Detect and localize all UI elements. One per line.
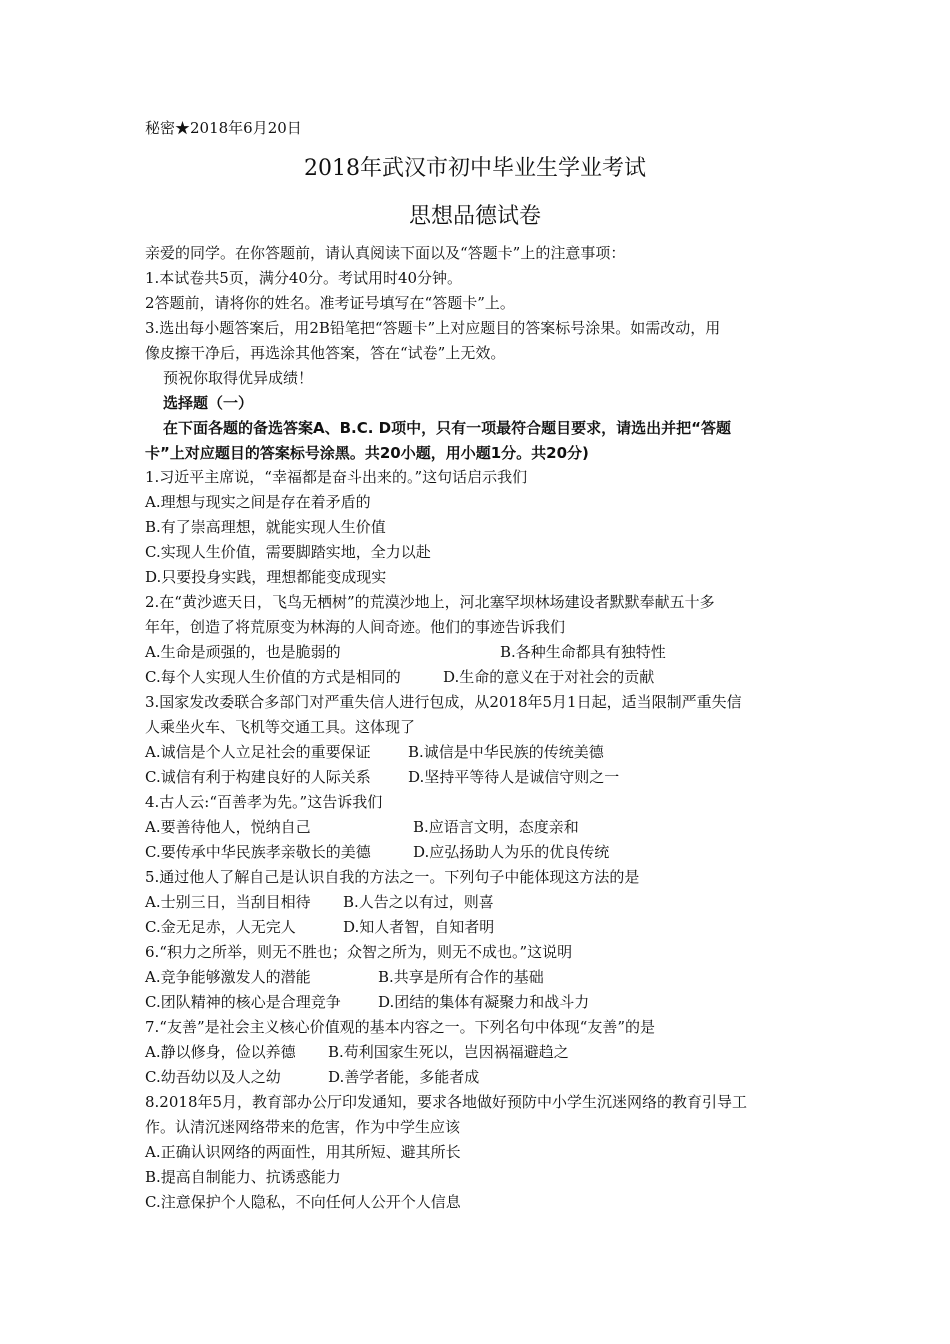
question-6-stem: 6.“积力之所举，则无不胜也；众智之所为，则无不成也。”这说明	[145, 943, 573, 961]
question-4-option-c: C.要传承中华民族孝亲敬长的美德	[145, 843, 371, 861]
wish-text: 预祝你取得优异成绩！	[163, 369, 314, 387]
question-1-option-c: C.实现人生价值，需要脚踏实地，全力以赴	[145, 543, 431, 561]
question-3-stem-2: 人乘坐火车、飞机等交通工具。这体现了	[145, 718, 416, 736]
question-2-stem-1: 2.在“黄沙遮天日，飞鸟无栖树”的荒漠沙地上，河北塞罕坝林场建设者默默奉献五十多	[145, 593, 715, 611]
question-5-option-a: A.士别三日，当刮目相待	[145, 893, 311, 911]
question-7-option-b: B.苟利国家生死以，岂因祸福避趋之	[328, 1043, 569, 1061]
question-2-stem-2: 年年，创造了将荒原变为林海的人间奇迹。他们的事迹告诉我们	[145, 618, 566, 636]
question-7-option-c: C.幼吾幼以及人之幼	[145, 1068, 281, 1086]
question-2-option-b: B.各种生命都具有独特性	[500, 643, 666, 661]
question-5-option-c: C.金无足赤，人无完人	[145, 918, 296, 936]
instruction-item-3b: 像皮擦干净后，再选涂其他答案，答在“试卷”上无效。	[145, 344, 506, 362]
question-6-option-b: B.共享是所有合作的基础	[378, 968, 544, 986]
question-2-option-c: C.每个人实现人生价值的方式是相同的	[145, 668, 401, 686]
section-desc-1: 在下面各题的备选答案A、B.C. D项中，只有一项最符合题目要求，请选出并把“答题	[163, 419, 731, 437]
question-2-option-a: A.生命是顽强的，也是脆弱的	[145, 643, 341, 661]
question-7-option-d: D.善学者能，多能者成	[328, 1068, 480, 1086]
question-6-option-c: C.团队精神的核心是合理竞争	[145, 993, 341, 1011]
question-5-option-b: B.人告之以有过，则喜	[343, 893, 494, 911]
question-3-stem-1: 3.国家发改委联合多部门对严重失信人进行包成，从2018年5月1日起，适当限制严重失信	[145, 693, 742, 711]
question-3-option-a: A.诚信是个人立足社会的重要保证	[145, 743, 371, 761]
instruction-item-3a: 3.选出每小题答案后，用2B铅笔把“答题卡”上对应题目的答案标号涂果。如需改动，用	[145, 319, 721, 337]
secret-date-label: 秘密★2018年6月20日	[145, 119, 302, 137]
question-1-stem: 1.习近平主席说，“幸福都是奋斗出来的。”这句话启示我们	[145, 468, 528, 486]
section-desc-2: 卡”上对应题目的答案标号涂黑。共20小题，用小题1分。共20分)	[145, 444, 589, 462]
question-8-option-a: A.正确认识网络的两面性，用其所短、避其所长	[145, 1143, 461, 1161]
question-8-option-c: C.注意保护个人隐私，不向任何人公开个人信息	[145, 1193, 461, 1211]
exam-title: 2018年武汉市初中毕业生学业考试	[304, 156, 646, 181]
question-1-option-d: D.只要投身实践，理想都能变成现实	[145, 568, 387, 586]
question-4-stem: 4.古人云:“百善孝为先。”这告诉我们	[145, 793, 383, 811]
question-4-option-a: A.要善待他人，悦纳自己	[145, 818, 311, 836]
question-7-stem: 7.“友善”是社会主义核心价值观的基本内容之一。下列名句中体现“友善”的是	[145, 1018, 655, 1036]
section-heading: 选择题（一）	[163, 394, 254, 412]
question-6-option-d: D.团结的集体有凝聚力和战斗力	[378, 993, 590, 1011]
question-4-option-d: D.应弘扬助人为乐的优良传统	[413, 843, 610, 861]
question-6-option-a: A.竞争能够激发人的潜能	[145, 968, 311, 986]
question-1-option-a: A.理想与现实之间是存在着矛盾的	[145, 493, 371, 511]
question-3-option-b: B.诚信是中华民族的传统美德	[408, 743, 604, 761]
question-4-option-b: B.应语言文明，态度亲和	[413, 818, 579, 836]
question-8-stem-2: 作。认清沉迷网络带来的危害，作为中学生应该	[145, 1118, 461, 1136]
exam-subtitle: 思想品德试卷	[408, 204, 541, 229]
instructions-intro: 亲爱的同学。在你答题前，请认真阅读下面以及“答题卡”上的注意事项：	[145, 244, 626, 262]
question-5-option-d: D.知人者智，自知者明	[343, 918, 495, 936]
question-7-option-a: A.静以修身，俭以养德	[145, 1043, 296, 1061]
question-3-option-c: C.诚信有利于构建良好的人际关系	[145, 768, 371, 786]
question-3-option-d: D.坚持平等待人是诚信守则之一	[408, 768, 620, 786]
question-2-option-d: D.生命的意义在于对社会的贡献	[443, 668, 655, 686]
question-1-option-b: B.有了崇高理想，就能实现人生价值	[145, 518, 386, 536]
question-8-option-b: B.提高自制能力、抗诱惑能力	[145, 1168, 341, 1186]
question-8-stem-1: 8.2018年5月，教育部办公厅印发通知，要求各地做好预防中小学生沉迷网络的教育引导工	[145, 1093, 748, 1111]
instruction-item-2: 2答题前，请将你的姓名。准考证号填写在“答题卡”上。	[145, 294, 515, 312]
question-5-stem: 5.通过他人了解自己是认识自我的方法之一。下列句子中能体现这方法的是	[145, 868, 640, 886]
instruction-item-1: 1.本试卷共5页，满分40分。考试用时40分钟。	[145, 269, 463, 287]
